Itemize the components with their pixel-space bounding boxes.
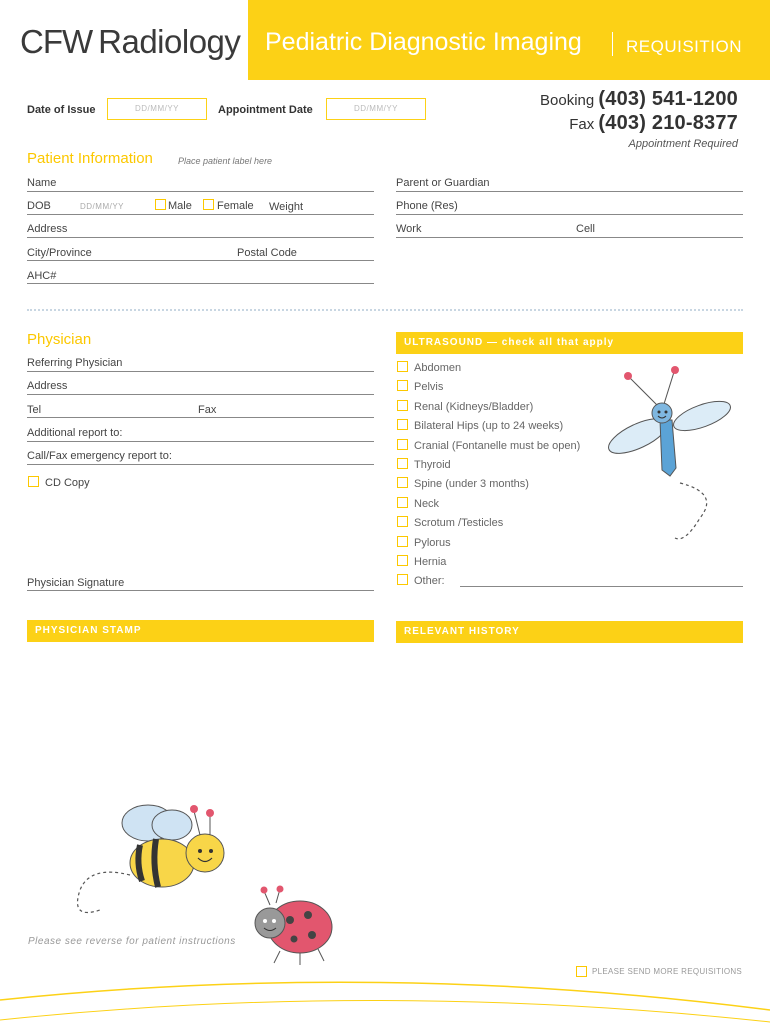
ultrasound-checkbox[interactable] <box>397 536 408 547</box>
reverse-instructions-note: Please see reverse for patient instructions <box>28 936 236 947</box>
physician-fax-label: Fax <box>198 404 217 416</box>
physician-title: Physician <box>27 331 92 348</box>
female-label: Female <box>217 200 254 212</box>
address-label: Address <box>27 223 68 235</box>
bee-illustration <box>60 795 230 925</box>
referring-physician-label: Referring Physician <box>27 357 123 369</box>
ahc-field[interactable] <box>27 283 374 284</box>
ultrasound-checkbox[interactable] <box>397 439 408 450</box>
city-field[interactable] <box>27 260 374 261</box>
male-label: Male <box>168 200 192 212</box>
additional-report-label: Additional report to: <box>27 427 123 439</box>
logo <box>20 22 240 62</box>
more-requisitions-label: PLEASE SEND MORE REQUISITIONS <box>592 967 743 976</box>
ultrasound-item-label: Other: <box>414 575 445 587</box>
ultrasound-item-label: Cranial (Fontanelle must be open) <box>414 440 581 452</box>
cd-copy-label: CD Copy <box>45 477 90 489</box>
physician-signature-field[interactable] <box>27 590 374 591</box>
appointment-date-label: Appointment Date <box>218 104 313 116</box>
tel-field[interactable] <box>27 417 374 418</box>
phone-res-label: Phone (Res) <box>396 200 458 212</box>
emergency-report-label: Call/Fax emergency report to: <box>27 450 172 462</box>
booking-contact <box>540 88 738 136</box>
ultrasound-item-label: Pylorus <box>414 537 451 549</box>
logo-mark: CFW <box>20 23 93 60</box>
ultrasound-checkbox[interactable] <box>397 516 408 527</box>
guardian-field[interactable] <box>396 191 743 192</box>
dob-field[interactable] <box>27 214 374 215</box>
ultrasound-item-label: Neck <box>414 498 440 510</box>
postal-code-label: Postal Code <box>237 247 297 259</box>
ultrasound-checkbox[interactable] <box>397 380 408 391</box>
guardian-label: Parent or Guardian <box>396 177 490 189</box>
ultrasound-checkbox[interactable] <box>397 361 408 372</box>
booking-label: Booking <box>540 92 595 109</box>
ultrasound-checkbox[interactable] <box>397 419 408 430</box>
ultrasound-item-label: Hernia <box>414 556 447 568</box>
male-checkbox[interactable] <box>155 199 166 210</box>
referring-physician-field[interactable] <box>27 371 374 372</box>
fax-label: Fax <box>569 116 595 133</box>
phone-res-field[interactable] <box>396 214 743 215</box>
ahc-label: AHC# <box>27 270 57 282</box>
ultrasound-checkbox[interactable] <box>397 497 408 508</box>
ultrasound-item-label: Spine (under 3 months) <box>414 478 529 490</box>
dob-label: DOB <box>27 200 51 212</box>
date-of-issue-label: Date of Issue <box>27 104 96 116</box>
fax-number: (403) 210-8377 <box>598 112 738 134</box>
ultrasound-checkbox[interactable] <box>397 400 408 411</box>
female-checkbox[interactable] <box>203 199 214 210</box>
physician-address-field[interactable] <box>27 394 374 395</box>
ultrasound-item-label: Renal (Kidneys/Bladder) <box>414 401 534 413</box>
dragonfly-illustration <box>600 358 740 553</box>
ultrasound-header: ULTRASOUND — check all that apply <box>396 332 743 354</box>
work-label: Work <box>396 223 422 235</box>
page-title: Pediatric Diagnostic Imaging <box>265 28 582 56</box>
relevant-history-bar: RELEVANT HISTORY <box>396 621 743 643</box>
city-province-label: City/Province <box>27 247 92 259</box>
name-label: Name <box>27 177 57 189</box>
ultrasound-item-label: Abdomen <box>414 362 462 374</box>
logo-text: Radiology <box>98 23 241 60</box>
additional-report-field[interactable] <box>27 441 374 442</box>
section-divider <box>27 309 743 311</box>
title-divider <box>612 32 613 56</box>
physician-signature-label: Physician Signature <box>27 577 125 589</box>
appointment-required: Appointment Required <box>628 138 738 150</box>
ultrasound-item-label: Thyroid <box>414 459 451 471</box>
ultrasound-item-label: Bilateral Hips (up to 24 weeks) <box>414 420 564 432</box>
patient-info-title: Patient Information <box>27 150 153 167</box>
appointment-date-field[interactable]: DD/MM/YY <box>326 98 426 120</box>
physician-address-label: Address <box>27 380 68 392</box>
booking-number: (403) 541-1200 <box>598 88 738 110</box>
physician-stamp-bar: PHYSICIAN STAMP <box>27 620 374 642</box>
page-subtitle: REQUISITION <box>626 37 743 56</box>
work-field[interactable] <box>396 237 743 238</box>
ultrasound-checkbox[interactable] <box>397 574 408 585</box>
ultrasound-checkbox[interactable] <box>397 477 408 488</box>
cd-copy-checkbox[interactable] <box>28 476 39 487</box>
name-field[interactable] <box>27 191 374 192</box>
weight-label: Weight <box>269 201 304 213</box>
dob-placeholder: DD/MM/YY <box>80 202 124 211</box>
patient-label-hint: Place patient label here <box>178 156 273 166</box>
emergency-report-field[interactable] <box>27 464 374 465</box>
address-field[interactable] <box>27 237 374 238</box>
cell-label: Cell <box>576 223 595 235</box>
other-field[interactable] <box>460 586 743 587</box>
tel-label: Tel <box>27 404 42 416</box>
ultrasound-checkbox[interactable] <box>397 458 408 469</box>
ultrasound-item-label: Pelvis <box>414 381 444 393</box>
ultrasound-checkbox[interactable] <box>397 555 408 566</box>
more-requisitions-checkbox[interactable] <box>576 966 587 977</box>
date-of-issue-field[interactable]: DD/MM/YY <box>107 98 207 120</box>
ultrasound-item-label: Scrotum /Testicles <box>414 517 504 529</box>
